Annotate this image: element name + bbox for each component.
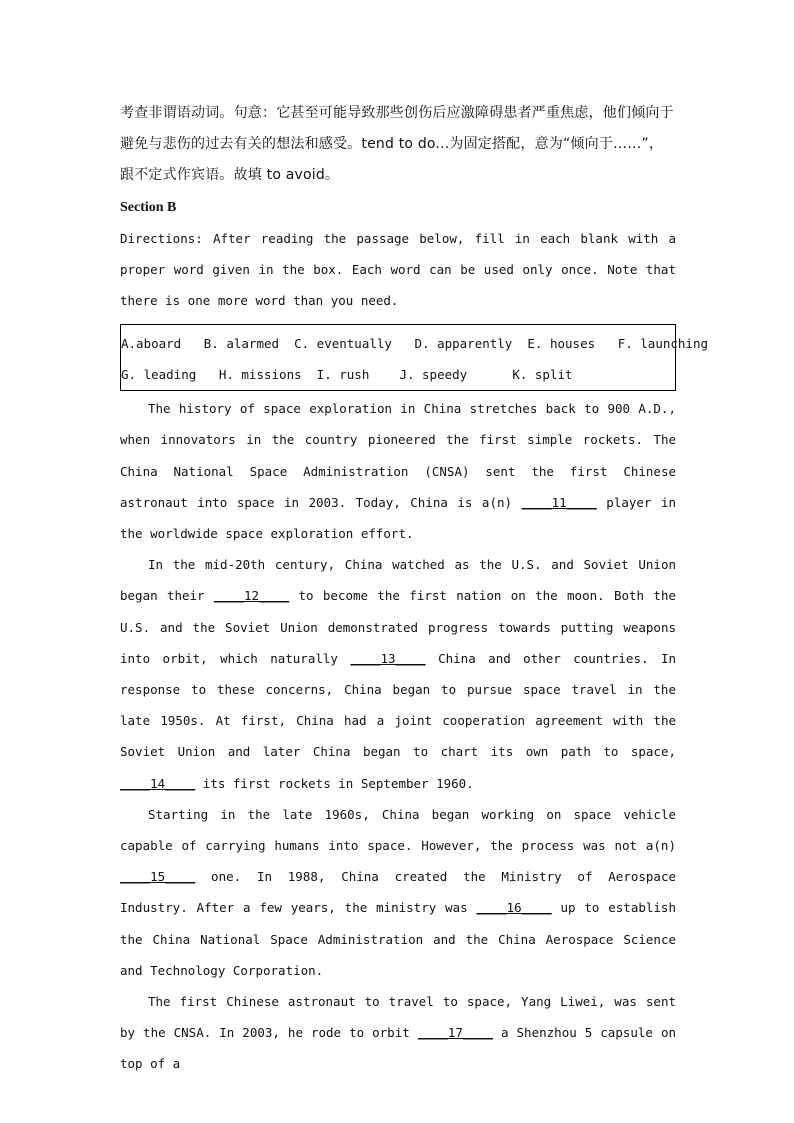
passage-text: The first Chinese astronaut to travel to space, Yang Liwei, was sent by the CNSA. In 2003, he rode to orbit: [120, 994, 676, 1041]
document-content: [120, 98, 708, 1080]
blank-12: ____12____: [213, 588, 290, 604]
answer-note-line-1: 考查非谓语动词。句意：它甚至可能导致那些创伤后应激障碍患者严重焦虑，他们倾向于: [120, 105, 674, 121]
passage-text: to become the first nation on the moon. Both the U.S. and the Soviet Union demonstrated progress towards putting weapons into orbit, which naturally: [120, 588, 676, 666]
passage-text: a Shenzhou 5 capsule on top of a: [120, 1025, 676, 1072]
word-box-row-2: G. leading H. missions I. rush J. speedy K. split: [121, 367, 573, 383]
answer-note-line-3: 跟不定式作宾语。故填 to avoid。: [120, 167, 340, 184]
blank-16: ____16____: [476, 900, 552, 916]
word-box: [120, 324, 708, 391]
passage-paragraph-2: [120, 549, 676, 799]
passage-text: its first rockets in September 1960.: [195, 775, 474, 791]
passage-paragraph-3: [120, 799, 676, 986]
blank-11: ____11____: [521, 494, 597, 510]
word-box-row-1: A.aboard B. alarmed C. eventually D. apparently E. houses F. launching: [121, 336, 708, 352]
passage-text: China and other countries. In response to these concerns, China began to pursue space travel in the late 1950s. At first, China had a joint cooperation agreement with the Soviet Union and later China began to chart its own path to space,: [120, 650, 676, 760]
passage-text: one. In 1988, China created the Ministry of Aerospace Industry. After a few years, the ministry was: [120, 869, 676, 916]
answer-note-line-2: 避免与悲伤的过去有关的想法和感受。tend to do...为固定搭配，意为“倾向于……”，: [120, 136, 664, 153]
passage-text: The history of space exploration in China stretches back to 900 A.D., when innovators in the country pioneered the first simple rockets. The China National Space Administration (CNSA) sent the first Chinese astronaut into space in 2003. Today, China is a(n): [120, 401, 676, 510]
blank-15: ____15____: [120, 869, 196, 885]
blank-17: ____17____: [417, 1025, 494, 1041]
passage-text: up to establish the China National Space Administration and the China Aerospace Science and Technology Corporation.: [120, 900, 676, 978]
directions: Directions: After reading the passage below, fill in each blank with a proper word given in the box. Each word can be used only once. Note that there is one more word than you need.: [120, 230, 676, 309]
passage-text: player in the worldwide space exploration effort.: [120, 494, 676, 542]
blank-13: ____13____: [350, 650, 426, 666]
passage-paragraph-4: [120, 986, 676, 1080]
passage-text: Starting in the late 1960s, China began working on space vehicle capable of carrying humans into space. However, the process was not a(n): [120, 806, 676, 854]
passage-text: In the mid-20th century, China watched as the U.S. and Soviet Union began their: [120, 557, 676, 604]
blank-14: ____14____: [120, 775, 196, 791]
section-title: Section B: [120, 199, 177, 215]
passage-paragraph-1: [120, 393, 676, 549]
